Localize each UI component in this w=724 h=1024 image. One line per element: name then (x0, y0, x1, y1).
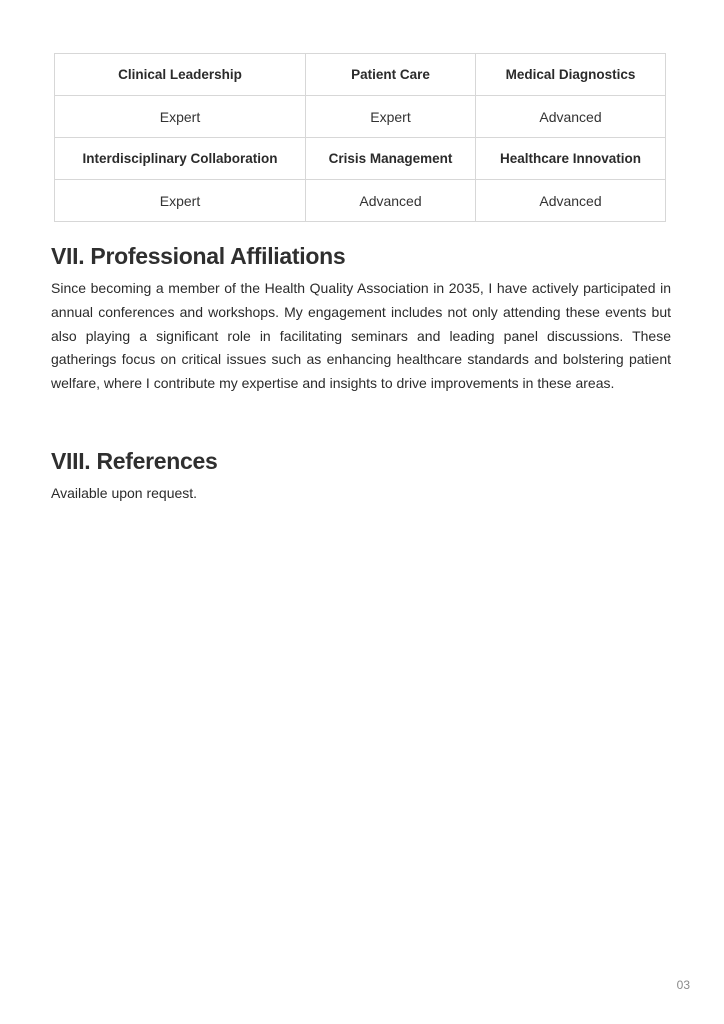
table-cell: Healthcare Innovation (476, 138, 666, 180)
skills-table (54, 53, 666, 222)
table-cell: Expert (55, 180, 306, 222)
table-header-row (55, 138, 666, 180)
references-heading: VIII. References (51, 448, 218, 474)
table-cell: Patient Care (306, 54, 476, 96)
table-cell: Advanced (306, 180, 476, 222)
table-row (55, 180, 666, 222)
table-cell: Clinical Leadership (55, 54, 306, 96)
table-cell: Crisis Management (306, 138, 476, 180)
table-row (55, 96, 666, 138)
table-cell: Expert (306, 96, 476, 138)
table-cell: Advanced (476, 96, 666, 138)
references-paragraph: Available upon request. (51, 485, 198, 501)
table-cell: Interdisciplinary Collaboration (55, 138, 306, 180)
table-header-row (55, 54, 666, 96)
table-cell: Expert (55, 96, 306, 138)
table-cell: Advanced (476, 180, 666, 222)
affiliations-paragraph: Since becoming a member of the Health Quality Association in 2035, I have actively participated in annual conferences and workshops. My engagement includes not only attending these events but also playing a significant role in facilitating seminars and leading panel discussions. These gatherings focus on critical issues such as enhancing healthcare standards and bolstering patient welfare, where I contribute my expertise and insights to drive improvements in these areas. (51, 280, 671, 392)
table-cell: Medical Diagnostics (476, 54, 666, 96)
page-number: 03 (676, 978, 690, 992)
affiliations-heading: VII. Professional Affiliations (51, 243, 346, 269)
